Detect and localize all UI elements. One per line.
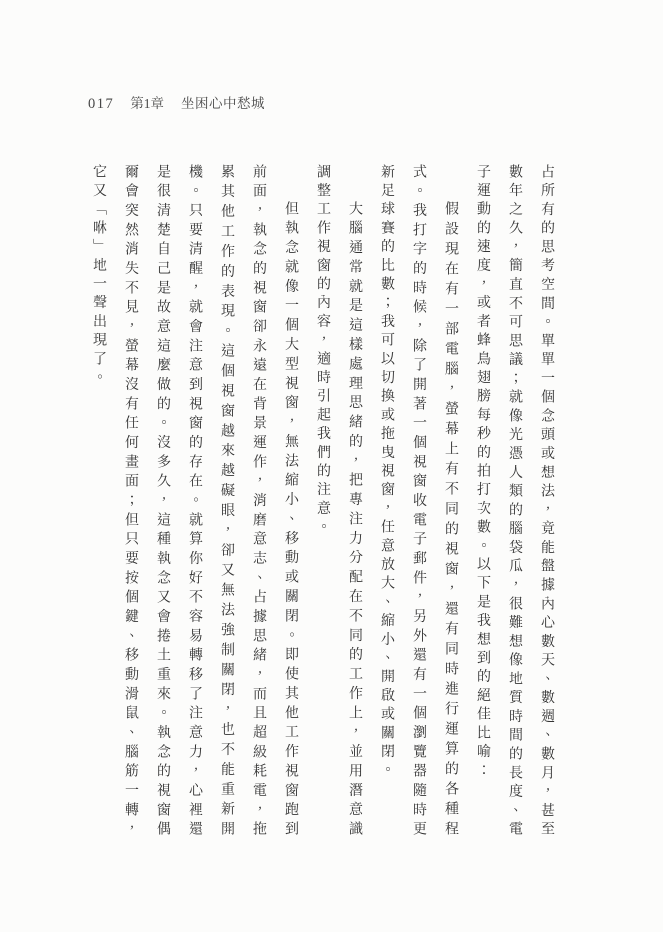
text-column: 大腦通常就是這樣處理思緒的，把專注力分配在不同的工作上，並用潛意識 [347, 201, 362, 840]
text-column: 假設現在有一部電腦，螢幕上有不同的視窗，還有同時進行運算的各種程 [443, 201, 458, 840]
text-column: 是很清楚自己是故意這麼做的。沒多久，這種執念又會捲土重來。執念的視窗偶 [155, 164, 170, 840]
text-column: 新足球賽的比數；我可以切換或拖曳視窗，任意放大、縮小、開啟或關閉。 [379, 164, 394, 782]
text-column: 調整工作視窗的內容，適時引起我們的注意。 [315, 164, 330, 538]
page-header [88, 92, 265, 113]
text-column: 爾會突然消失不見，螢幕沒有任何畫面；但只要按個鍵、移動滑鼠、腦筋一轉， [123, 164, 138, 840]
text-column: 數年之久，簡直不可思議；就像光憑人類的腦袋瓜，很難想像地質時間的長度、電 [507, 164, 522, 840]
text-column: 子運動的速度，或者蜂鳥翅膀每秒的拍打次數。以下是我想到的絕佳比喻： [475, 164, 490, 782]
text-column: 它又「咻」地一聲出現了。 [91, 164, 106, 389]
text-column: 機。只要清醒，就會注意到視窗的存在。就算你好不容易轉移了注意力，心裡還 [187, 164, 202, 840]
chapter-label: 第1章 [130, 96, 164, 111]
text-column: 式。我打字的時候，除了開著一個視窗收電子郵件，另外還有一個瀏覽器隨時更 [411, 164, 426, 840]
text-column: 累其他工作的表現。這個視窗越來越礙眼，卻又無法強制關閉，也不能重新開 [219, 164, 234, 840]
text-column: 但執念就像一個大型視窗，無法縮小、移動或關閉。即使其他工作視窗跑到 [283, 201, 298, 840]
text-column: 占所有的思考空間。單單一個念頭或想法，竟能盤據內心數天、數週、數月，甚至 [539, 164, 554, 840]
text-column: 前面，執念的視窗卻永遠在背景運作，消磨意志、占據思緒，而且超級耗電，拖 [251, 164, 266, 840]
chapter-title: 坐困心中愁城 [181, 96, 265, 111]
page-number: 017 [88, 96, 115, 112]
body-text [81, 164, 562, 840]
